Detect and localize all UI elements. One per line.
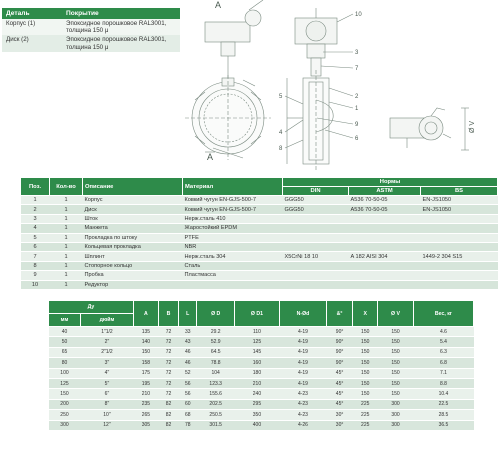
dimensions-table (48, 300, 474, 431)
dims-cell-b: 72 (158, 347, 178, 357)
dims-cell-a: 140 (133, 337, 158, 347)
dims-cell-b: 72 (158, 327, 178, 337)
dims-cell-mm: 150 (49, 389, 81, 399)
parts-header-desc: Описание (83, 178, 183, 196)
parts-cell-desc: Манжета (83, 224, 183, 233)
dims-cell-angle: 90° (326, 358, 352, 368)
parts-cell-qty: 1 (50, 214, 83, 223)
parts-cell-material: Жаростойкий EPDM (183, 224, 283, 233)
parts-cell-din: GGG50 (283, 196, 349, 205)
parts-cell-desc: Корпус (83, 196, 183, 205)
parts-header-qty: Кол-во (50, 178, 83, 196)
dims-cell-d: 301.5 (197, 420, 234, 430)
dims-cell-weight: 4.6 (413, 327, 473, 337)
callout-5: 5 (279, 94, 283, 100)
dims-cell-nd: 4-19 (280, 378, 327, 388)
parts-cell-material: Сталь (183, 261, 283, 270)
parts-cell-bs (421, 224, 498, 233)
dims-cell-v: 300 (378, 399, 414, 409)
parts-cell-material: Нерж.сталь 304 (183, 252, 283, 261)
dims-cell-x: 225 (353, 410, 378, 420)
parts-header-material: Материал (183, 178, 283, 196)
dims-cell-x: 150 (353, 327, 378, 337)
parts-cell-bs (421, 242, 498, 251)
table-row (49, 358, 474, 368)
parts-cell-desc: Пробка (83, 271, 183, 280)
dims-cell-d: 123.3 (197, 378, 234, 388)
parts-cell-qty: 1 (50, 196, 83, 205)
parts-cell-astm (349, 242, 421, 251)
dims-cell-nd: 4-19 (280, 347, 327, 357)
coating-value: Эпоксидное порошковое RAL3001, толщина 150 μ (62, 35, 180, 51)
table-row (49, 347, 474, 357)
dims-cell-nd: 4-19 (280, 337, 327, 347)
dims-cell-a: 265 (133, 410, 158, 420)
dims-cell-inch: 6" (80, 389, 133, 399)
parts-header-norms: Нормы (283, 178, 498, 187)
dims-cell-d: 52.9 (197, 337, 234, 347)
dims-header-d1: Ø D1 (234, 301, 279, 327)
parts-cell-material: NBR (183, 242, 283, 251)
parts-cell-bs: EN-JS1050 (421, 205, 498, 214)
coating-header-part: Деталь (2, 8, 62, 19)
table-row (49, 368, 474, 378)
dims-cell-angle: 45° (326, 389, 352, 399)
parts-cell-din (283, 280, 349, 289)
dims-cell-b: 82 (158, 399, 178, 409)
parts-cell-pos: 6 (21, 242, 50, 251)
dims-cell-l: 56 (179, 389, 197, 399)
dims-cell-weight: 5.4 (413, 337, 473, 347)
dims-cell-weight: 6.3 (413, 347, 473, 357)
parts-cell-astm (349, 261, 421, 270)
dims-header-du: Ду (49, 301, 134, 314)
table-row (49, 389, 474, 399)
dims-cell-l: 46 (179, 358, 197, 368)
parts-cell-astm: A536 70-50-05 (349, 196, 421, 205)
dims-cell-b: 72 (158, 368, 178, 378)
parts-cell-bs: 1449-2 304 S15 (421, 252, 498, 261)
dims-cell-l: 33 (179, 327, 197, 337)
table-row (2, 19, 180, 35)
dims-cell-d1: 350 (234, 410, 279, 420)
dims-cell-b: 82 (158, 410, 178, 420)
dims-cell-mm: 65 (49, 347, 81, 357)
dims-cell-d1: 180 (234, 368, 279, 378)
dims-cell-b: 72 (158, 358, 178, 368)
dims-cell-a: 305 (133, 420, 158, 430)
dims-cell-mm: 100 (49, 368, 81, 378)
dims-cell-x: 150 (353, 389, 378, 399)
table-row (49, 327, 474, 337)
dims-cell-d1: 160 (234, 358, 279, 368)
dims-header-d: Ø D (197, 301, 234, 327)
callout-3: 3 (355, 50, 359, 56)
dims-header-v: Ø V (378, 301, 414, 327)
dims-cell-v: 150 (378, 347, 414, 357)
parts-cell-material: Ковкий чугун EN-GJS-500-7 (183, 196, 283, 205)
dims-cell-v: 300 (378, 410, 414, 420)
dims-cell-a: 135 (133, 327, 158, 337)
section-label-a-top: A (215, 0, 222, 10)
parts-header-bs: BS (421, 187, 498, 196)
dims-cell-inch: 2" (80, 337, 133, 347)
table-row (21, 280, 498, 289)
table-row (21, 224, 498, 233)
dims-cell-x: 225 (353, 420, 378, 430)
dims-cell-mm: 125 (49, 378, 81, 388)
dims-cell-d: 29.2 (197, 327, 234, 337)
dims-cell-angle: 30° (326, 420, 352, 430)
valve-drawing (185, 0, 500, 175)
section-label-a-bottom: A (207, 152, 214, 162)
parts-cell-bs (421, 261, 498, 270)
parts-cell-din (283, 224, 349, 233)
dims-header-x: X (353, 301, 378, 327)
parts-cell-pos: 8 (21, 261, 50, 270)
dims-cell-nd: 4-26 (280, 420, 327, 430)
parts-cell-qty: 1 (50, 205, 83, 214)
dims-cell-d1: 145 (234, 347, 279, 357)
dims-cell-nd: 4-19 (280, 327, 327, 337)
parts-cell-desc: Стопорное кольцо (83, 261, 183, 270)
dims-cell-angle: 30° (326, 410, 352, 420)
parts-cell-din (283, 271, 349, 280)
dims-cell-x: 150 (353, 337, 378, 347)
parts-cell-qty: 1 (50, 242, 83, 251)
parts-cell-material: Нерж.сталь 410 (183, 214, 283, 223)
parts-cell-desc: Шплинт (83, 252, 183, 261)
parts-cell-desc: Прокладка по штоку (83, 233, 183, 242)
dims-cell-nd: 4-23 (280, 389, 327, 399)
dims-cell-nd: 4-23 (280, 410, 327, 420)
parts-cell-din (283, 242, 349, 251)
dims-cell-d1: 125 (234, 337, 279, 347)
parts-cell-qty: 1 (50, 233, 83, 242)
dims-cell-d1: 210 (234, 378, 279, 388)
dims-cell-inch: 1"1/2 (80, 327, 133, 337)
dims-cell-mm: 200 (49, 399, 81, 409)
dims-header-a: A (133, 301, 158, 327)
callout-9: 9 (355, 122, 359, 128)
table-row (21, 271, 498, 280)
dims-cell-a: 158 (133, 358, 158, 368)
dims-cell-angle: 45° (326, 368, 352, 378)
dims-cell-d: 104 (197, 368, 234, 378)
parts-cell-din: GGG50 (283, 205, 349, 214)
dims-cell-inch: 5" (80, 378, 133, 388)
dims-cell-weight: 22.5 (413, 399, 473, 409)
dims-cell-inch: 3" (80, 358, 133, 368)
parts-cell-astm (349, 214, 421, 223)
dims-cell-d1: 240 (234, 389, 279, 399)
dims-header-b: B (158, 301, 178, 327)
parts-cell-qty: 1 (50, 252, 83, 261)
parts-cell-material: Пластмасса (183, 271, 283, 280)
dims-cell-weight: 7.1 (413, 368, 473, 378)
dims-cell-l: 68 (179, 410, 197, 420)
table-row (2, 35, 180, 51)
dims-header-weight: Вес, кг (413, 301, 473, 327)
parts-header-din: DIN (283, 187, 349, 196)
dims-cell-d: 250.5 (197, 410, 234, 420)
dims-cell-d1: 400 (234, 420, 279, 430)
dims-cell-mm: 40 (49, 327, 81, 337)
dims-cell-x: 150 (353, 378, 378, 388)
dims-cell-inch: 12" (80, 420, 133, 430)
dims-cell-angle: 90° (326, 337, 352, 347)
callout-8: 8 (279, 146, 283, 152)
parts-cell-din (283, 261, 349, 270)
callout-4: 4 (279, 130, 283, 136)
parts-cell-material: Ковкий чугун EN-GJS-500-7 (183, 205, 283, 214)
parts-cell-astm (349, 280, 421, 289)
dims-header-mm: мм (49, 314, 81, 327)
coating-table (2, 8, 180, 52)
table-row (21, 214, 498, 223)
table-row (21, 196, 498, 205)
parts-cell-desc: Шток (83, 214, 183, 223)
dims-cell-weight: 10.4 (413, 389, 473, 399)
parts-cell-material: PTFE (183, 233, 283, 242)
parts-table (20, 177, 498, 290)
parts-cell-din (283, 233, 349, 242)
dims-cell-mm: 250 (49, 410, 81, 420)
parts-cell-qty: 1 (50, 280, 83, 289)
table-row (21, 261, 498, 270)
diameter-label-v: Ø V (469, 120, 476, 133)
parts-cell-pos: 1 (21, 196, 50, 205)
coating-value: Эпоксидное порошковое RAL3001, толщина 150 μ (62, 19, 180, 35)
dims-cell-weight: 6.8 (413, 358, 473, 368)
dims-cell-v: 150 (378, 327, 414, 337)
parts-cell-bs (421, 214, 498, 223)
table-row (49, 420, 474, 430)
callout-7: 7 (355, 66, 359, 72)
parts-cell-din: X5CrNi 18 10 (283, 252, 349, 261)
parts-cell-pos: 5 (21, 233, 50, 242)
dims-cell-l: 78 (179, 420, 197, 430)
dims-cell-x: 150 (353, 358, 378, 368)
coating-header-coating: Покрытие (62, 8, 180, 19)
dims-cell-b: 72 (158, 389, 178, 399)
dims-cell-a: 195 (133, 378, 158, 388)
table-row (49, 337, 474, 347)
table-row (49, 378, 474, 388)
parts-cell-astm (349, 233, 421, 242)
dims-cell-b: 72 (158, 337, 178, 347)
callout-2: 2 (355, 94, 359, 100)
coating-part: Корпус (1) (2, 19, 62, 35)
dims-cell-angle: 45° (326, 378, 352, 388)
dims-header-l: L (179, 301, 197, 327)
parts-cell-pos: 9 (21, 271, 50, 280)
parts-cell-pos: 4 (21, 224, 50, 233)
dims-cell-d: 64.5 (197, 347, 234, 357)
parts-cell-pos: 2 (21, 205, 50, 214)
dims-header-angle: &° (326, 301, 352, 327)
dims-cell-l: 46 (179, 347, 197, 357)
dims-cell-l: 56 (179, 378, 197, 388)
dims-cell-v: 150 (378, 337, 414, 347)
table-row (49, 399, 474, 409)
dims-cell-d: 155.6 (197, 389, 234, 399)
dims-cell-d1: 295 (234, 399, 279, 409)
callout-1: 1 (355, 106, 359, 112)
dims-cell-b: 72 (158, 378, 178, 388)
table-row (21, 252, 498, 261)
dims-cell-angle: 45° (326, 399, 352, 409)
dims-cell-weight: 8.8 (413, 378, 473, 388)
parts-cell-astm (349, 224, 421, 233)
parts-cell-qty: 1 (50, 261, 83, 270)
dims-cell-angle: 90° (326, 347, 352, 357)
dims-cell-x: 150 (353, 368, 378, 378)
parts-cell-astm: A536 70-50-05 (349, 205, 421, 214)
parts-cell-astm (349, 271, 421, 280)
parts-header-pos: Поз. (21, 178, 50, 196)
dims-cell-d: 202.5 (197, 399, 234, 409)
dims-cell-nd: 4-19 (280, 358, 327, 368)
dims-cell-a: 150 (133, 347, 158, 357)
parts-cell-material (183, 280, 283, 289)
dims-cell-a: 235 (133, 399, 158, 409)
dims-cell-weight: 36.5 (413, 420, 473, 430)
dims-cell-mm: 80 (49, 358, 81, 368)
dims-cell-x: 150 (353, 347, 378, 357)
dims-cell-v: 150 (378, 378, 414, 388)
dims-cell-a: 210 (133, 389, 158, 399)
dims-cell-weight: 28.5 (413, 410, 473, 420)
dims-cell-d: 78.8 (197, 358, 234, 368)
parts-cell-qty: 1 (50, 224, 83, 233)
parts-cell-bs (421, 233, 498, 242)
dims-cell-v: 300 (378, 420, 414, 430)
parts-cell-pos: 7 (21, 252, 50, 261)
table-row (21, 205, 498, 214)
dims-cell-l: 60 (179, 399, 197, 409)
dims-cell-mm: 50 (49, 337, 81, 347)
dims-cell-nd: 4-19 (280, 368, 327, 378)
dims-cell-b: 82 (158, 420, 178, 430)
coating-part: Диск (2) (2, 35, 62, 51)
parts-cell-bs: EN-JS1050 (421, 196, 498, 205)
dims-cell-d1: 110 (234, 327, 279, 337)
dims-cell-l: 52 (179, 368, 197, 378)
callout-10: 10 (355, 12, 362, 18)
table-row (21, 242, 498, 251)
dims-header-nd: N-Ød (280, 301, 327, 327)
dims-cell-v: 150 (378, 368, 414, 378)
dims-cell-angle: 90° (326, 327, 352, 337)
parts-cell-din (283, 214, 349, 223)
callout-6: 6 (355, 136, 359, 142)
parts-cell-bs (421, 280, 498, 289)
table-row (49, 410, 474, 420)
parts-cell-pos: 3 (21, 214, 50, 223)
table-row (21, 233, 498, 242)
parts-cell-desc: Кольцевая прокладка (83, 242, 183, 251)
dims-cell-x: 225 (353, 399, 378, 409)
dims-cell-v: 150 (378, 358, 414, 368)
parts-cell-desc: Диск (83, 205, 183, 214)
dims-cell-inch: 4" (80, 368, 133, 378)
parts-cell-astm: A 182 AISI 304 (349, 252, 421, 261)
dims-cell-inch: 10" (80, 410, 133, 420)
dims-cell-a: 175 (133, 368, 158, 378)
dims-cell-inch: 2"1/2 (80, 347, 133, 357)
dims-cell-inch: 8" (80, 399, 133, 409)
dims-cell-v: 150 (378, 389, 414, 399)
parts-cell-qty: 1 (50, 271, 83, 280)
dims-header-inch: дюйм (80, 314, 133, 327)
parts-cell-desc: Редуктор (83, 280, 183, 289)
parts-cell-bs (421, 271, 498, 280)
parts-cell-pos: 10 (21, 280, 50, 289)
dims-cell-nd: 4-23 (280, 399, 327, 409)
parts-header-astm: ASTM (349, 187, 421, 196)
dims-cell-l: 43 (179, 337, 197, 347)
dims-cell-mm: 300 (49, 420, 81, 430)
